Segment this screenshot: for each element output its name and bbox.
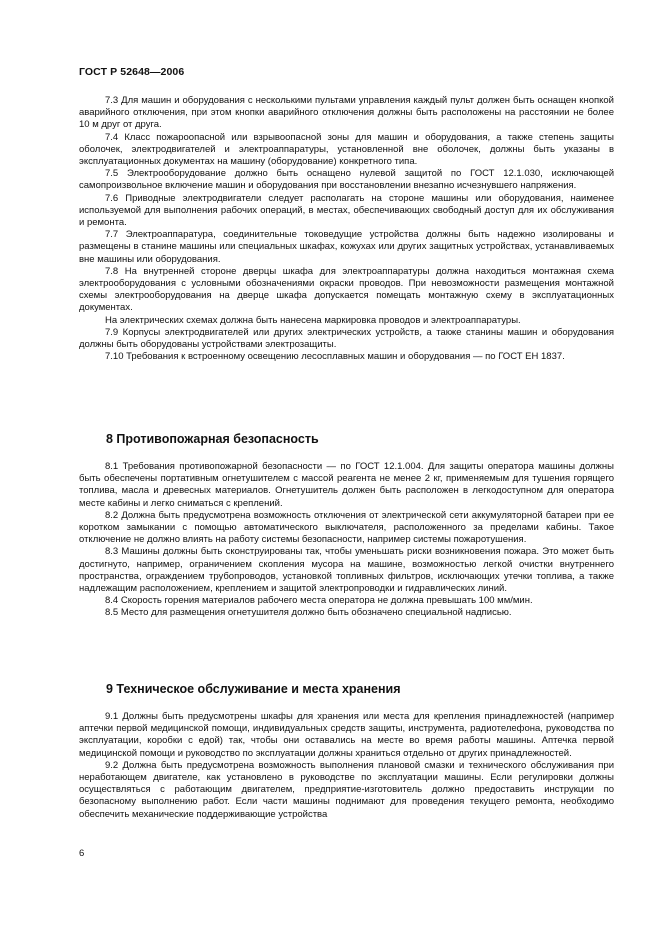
paragraph-7-3: 7.3 Для машин и оборудования с несколькими пультами управления каждый пульт должен быть оснащен кнопкой аварийного отключения, при этом кнопки аварийного отключения должны быть расположены на расстоянии не более 10 м друг от друга. [79,95,614,131]
paragraph-8-4: 8.4 Скорость горения материалов рабочего места оператора не должна превышать 100 мм/мин. [105,595,533,607]
paragraph-8-3: 8.3 Машины должны быть сконструированы так, чтобы уменьшать риски возникновения пожара. Это может быть достигнуто, например, ограничением скопления мусора на машине, возможностью легкой очистки внутреннего пространства, ограждением трубопроводов, установкой топливных фильтров, исключающих утечки топлива, а также надлежащим расположением, креплением и защитой электропроводки и гидравлических линий. [79,546,614,595]
paragraph-7-8-note: На электрических схемах должна быть нанесена маркировка проводов и электроаппаратуры. [105,314,521,326]
paragraph-7-7: 7.7 Электроаппаратура, соединительные токоведущие устройства должны быть надежно изолированы и размещены в станине машины или специальных шкафах, кожухах или других защитных устройствах, устанавливаемых вне машины или оборудования. [79,229,614,265]
section-7-body [79,95,614,363]
page-number: 6 [79,848,85,859]
document-header: ГОСТ Р 52648—2006 [79,66,185,78]
paragraph-9-2: 9.2 Должна быть предусмотрена возможность выполнения плановой смазки и технического обслуживания при неработающем двигателе, как установлено в руководстве по эксплуатации машины. Если регулировки должны осуществляться с работающим двигателем, предприятие-изготовитель должно предоставить инструкции по безопасному выполнению работ. Если части машины поднимают для проведения текущего ремонта, необходимо обеспечить механические поддерживающие устройства [79,759,614,820]
paragraph-7-10: 7.10 Требования к встроенному освещению лесосплавных машин и оборудования — по ГОСТ ЕН 1837. [105,351,565,363]
section-9-heading: 9 Техническое обслуживание и места хранения [106,682,401,696]
paragraph-8-1: 8.1 Требования противопожарной безопасности — по ГОСТ 12.1.004. Для защиты оператора машины должны быть обеспечены портативным огнетушителем с массой реагента не менее 2 кг, применяемым для тушения горящего топлива, масла и древесных материалов. Огнетушитель должен быть расположен в легкодоступном для оператора месте кабины и легко сниматься с креплений. [79,461,614,509]
paragraph-8-2: 8.2 Должна быть предусмотрена возможность отключения от электрической сети аккумуляторной батареи при ее коротком замыкании с помощью автоматического выключателя, расположенного за пределами кабины. Такое отключение не должно влиять на работу системы безопасности, например системы пожаротушения. [79,509,614,546]
section-8-body [79,461,614,620]
paragraph-7-5: 7.5 Электрооборудование должно быть оснащено нулевой защитой по ГОСТ 12.1.030, исключающей самопроизвольное включение машин и оборудования при восстановлении внезапно исчезнувшего напряжения. [79,168,614,192]
paragraph-7-6: 7.6 Приводные электродвигатели следует располагать на стороне машины или оборудования, наименее используемой для выполнения рабочих операций, в местах, обеспечивающих свободный доступ для их обслуживания и ремонта. [79,192,614,229]
paragraph-7-8: 7.8 На внутренней стороне дверцы шкафа для электроаппаратуры должна находиться монтажная схема электрооборудования с условными обозначениями окраски проводов. При невозможности размещения монтажной схемы электрооборудования на дверце шкафа допускается помещать монтажную схему в эксплуатационных документах. [79,265,614,314]
section-9-body [79,711,614,821]
paragraph-9-1: 9.1 Должны быть предусмотрены шкафы для хранения или места для крепления принадлежностей (например аптечки первой медицинской помощи, индивидуальных средств защиты, инструмента, радиотелефона, руководства по эксплуатации, коробки с едой) так, чтобы они оставались на месте во время работы машины. Аптечка первой медицинской помощи и руководство по эксплуатации должны храниться отдельно от других принадлежностей. [79,711,614,759]
section-8-heading: 8 Противопожарная безопасность [106,432,319,446]
paragraph-7-9: 7.9 Корпусы электродвигателей или других электрических устройств, а также станины машин и оборудования должны быть оборудованы устройствами электрозащиты. [79,326,614,351]
paragraph-7-4: 7.4 Класс пожароопасной или взрывоопасной зоны для машин и оборудования, а также степень защиты оболочек, электродвигателей и электроаппаратуры, установленной вне оболочек, должны быть указаны в эксплуатационных документах на машину (оборудование) конкретного типа. [79,131,614,168]
paragraph-8-5: 8.5 Место для размещения огнетушителя должно быть обозначено специальной надписью. [105,607,512,619]
